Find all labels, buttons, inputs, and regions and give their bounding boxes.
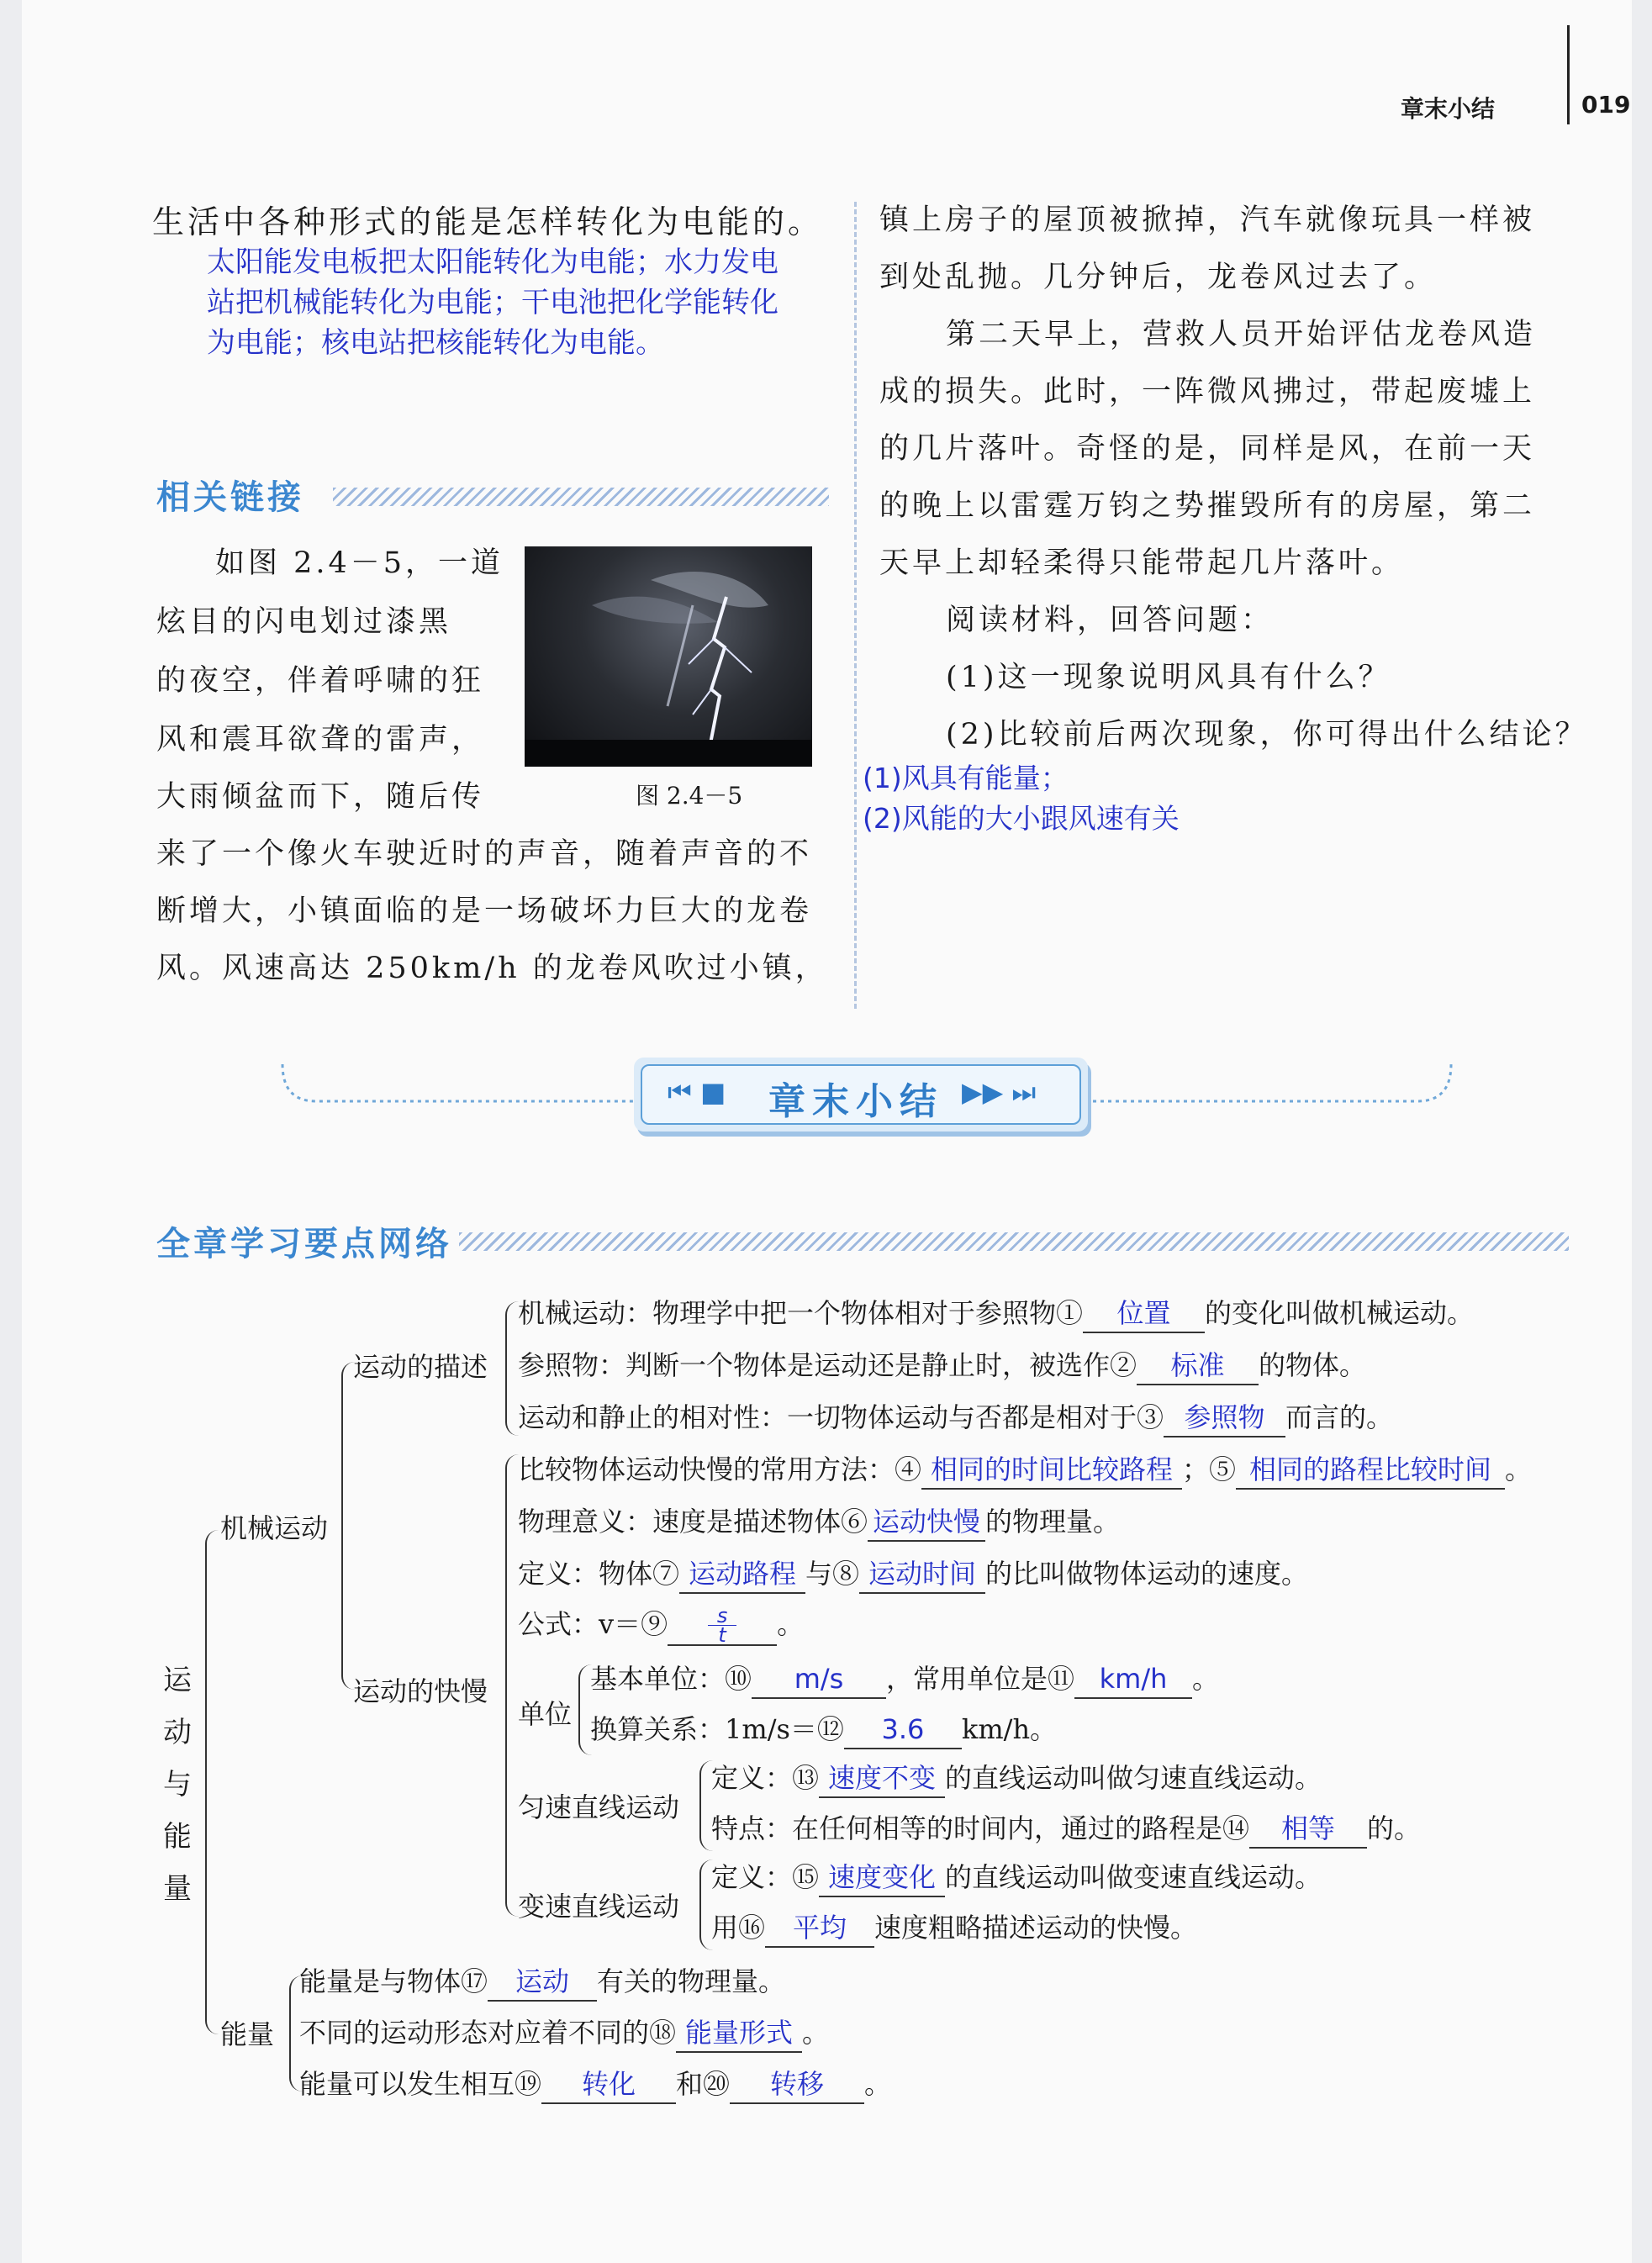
answer-line-3: 为电能；核电站把核能转化为电能。 [207,326,664,360]
row-6: 定义：物体⑦ 运动路程 与⑧ 运动时间 的比叫做物体运动的速度。 [518,1555,1308,1594]
variable-label: 变速直线运动 [518,1891,680,1923]
blank-8[interactable]: 运动时间 [859,1555,985,1594]
blank-19[interactable]: 转化 [541,2065,676,2104]
link-text-line-8: 风。风速高达 250km/h 的龙卷风吹过小镇， [156,952,828,985]
right-line-10: (2)比较前后两次现象，你可得出什么结论？ [913,718,1588,752]
right-line-8: 阅读材料，回答问题： [913,604,1275,637]
row-13: 用⑯ 平均 速度粗略描述运动的快慢。 [711,1909,1197,1948]
desc-label: 运动的描述 [353,1351,488,1383]
row-12: 定义：⑮ 速度变化 的直线运动叫做变速直线运动。 [711,1859,1322,1897]
row-15: 不同的运动形态对应着不同的⑱ 能量形式 。 [299,2014,829,2053]
banner-title: 章末小结 [768,1080,943,1123]
title-hatch [333,488,829,506]
right-line-6: 的晚上以雷霆万钧之势摧毁所有的房屋，第二 [879,489,1536,523]
right-line-4: 成的损失。此时，一阵微风拂过，带起废墟上 [879,375,1536,409]
blank-20[interactable]: 转移 [730,2065,864,2104]
link-text-line-3: 的夜空，伴着呼啸的狂 [156,664,485,698]
lightning-icon [525,546,812,767]
root-char-4: 能 [163,1820,192,1854]
branch-energy: 能量 [220,2018,275,2050]
answer-line-1: 太阳能发电板把太阳能转化为电能；水力发电 [207,245,778,279]
root-label [156,1654,198,1915]
blank-16[interactable]: 平均 [765,1909,874,1948]
root-char-5: 量 [163,1872,192,1906]
blank-15[interactable]: 速度变化 [819,1859,945,1897]
page [22,0,1632,2263]
blank-11[interactable]: km/h [1074,1660,1192,1699]
right-line-3: 第二天早上，营救人员开始评估龙卷风造 [913,318,1537,351]
figure-caption: 图 2.4－5 [636,782,743,810]
related-link-title: 相关链接 [156,478,304,517]
uniform-label: 匀速直线运动 [518,1791,680,1823]
chapter-banner [634,1058,1088,1132]
root-bracket [205,1530,219,2034]
row-11: 特点：在任何相等的时间内，通过的路程是⑭ 相等 的。 [711,1810,1421,1849]
banner-left-icons: ⏮ ■ [668,1076,726,1108]
blank-2[interactable]: 标准 [1137,1347,1259,1385]
link-text-line-5: 大雨倾盆而下，随后传 [156,780,485,814]
root-char-1: 运 [163,1664,192,1697]
root-char-3: 与 [163,1768,192,1801]
speed-bracket [505,1454,519,1917]
blank-13[interactable]: 速度不变 [819,1759,945,1798]
header-section: 章末小结 [1401,95,1496,123]
link-text-line-2: 炫目的闪电划过漆黑 [156,605,452,639]
fraction-numerator: s [708,1606,736,1626]
row-9: 换算关系：1m/s＝⑫ 3.6 km/h。 [590,1711,1057,1749]
fraction-denominator: t [718,1623,726,1647]
blank-1[interactable]: 位置 [1083,1295,1205,1333]
row-3: 运动和静止的相对性：一切物体运动与否都是相对于③ 参照物 而言的。 [518,1399,1393,1437]
blank-6[interactable]: 运动快慢 [868,1503,985,1542]
banner-right-icons: ▶▶ ⏭ [962,1076,1037,1108]
right-line-9: (1)这一现象说明风具有什么？ [913,661,1391,694]
link-text-line-4: 风和震耳欲聋的雷声， [156,723,485,757]
header-divider [1567,25,1570,124]
blank-9[interactable] [668,1606,777,1646]
answer-line-2: 站把机械能转化为电能；干电池把化学能转化 [207,286,778,319]
row-8: 基本单位：⑩ m/s ，常用单位是⑪ km/h 。 [590,1660,1219,1699]
right-answer-1: (1)风具有能量； [863,762,1069,794]
row-10: 定义：⑬ 速度不变 的直线运动叫做匀速直线运动。 [711,1759,1322,1798]
column-divider [854,202,857,1009]
link-text-line-6: 来了一个像火车驶近时的声音，随着声音的不 [156,837,813,871]
blank-5[interactable]: 相同的路程比较时间 [1236,1451,1505,1490]
blank-7[interactable]: 运动路程 [679,1555,805,1594]
blank-4[interactable]: 相同的时间比较路程 [921,1451,1182,1490]
row-7: 公式：v＝⑨ $\frac{s}{t}$ 。 [518,1604,805,1647]
blank-3[interactable]: 参照物 [1164,1399,1285,1437]
right-line-2: 到处乱抛。几分钟后，龙卷风过去了。 [879,261,1438,294]
link-text-line-7: 断增大，小镇面临的是一场破坏力巨大的龙卷 [156,894,813,928]
branch-motion: 机械运动 [220,1512,329,1544]
page-number: 019 [1581,91,1631,119]
row-4: 比较物体运动快慢的常用方法：④ 相同的时间比较路程 ；⑤ 相同的路程比较时间 。 [518,1451,1532,1490]
row-14: 能量是与物体⑰ 运动 有关的物理量。 [299,1963,785,2002]
blank-17[interactable]: 运动 [488,1963,597,2002]
right-answer-2: (2)风能的大小跟风速有关 [863,802,1180,835]
speed-label: 运动的快慢 [353,1675,488,1707]
blank-14[interactable]: 相等 [1249,1810,1367,1849]
link-text-line-1: 如图 2.4－5，一道 [215,546,504,580]
right-line-5: 的几片落叶。奇怪的是，同样是风，在前一天 [879,432,1536,466]
row-1: 机械运动：物理学中把一个物体相对于参照物① 位置 的变化叫做机械运动。 [518,1295,1474,1333]
unit-label: 单位 [518,1698,573,1730]
motion-bracket [341,1362,355,1690]
question-text: 生活中各种形式的能是怎样转化为电能的。 [152,203,824,240]
row-16: 能量可以发生相互⑲ 转化 和⑳ 转移 。 [299,2065,891,2104]
lightning-figure [525,546,812,767]
network-title: 全章学习要点网络 [156,1225,452,1263]
network-title-hatch [459,1232,1569,1251]
root-char-2: 动 [163,1716,192,1749]
row-5: 物理意义：速度是描述物体⑥ 运动快慢 的物理量。 [518,1503,1120,1542]
right-line-1: 镇上房子的屋顶被掀掉，汽车就像玩具一样被 [879,203,1536,237]
blank-18[interactable]: 能量形式 [676,2014,802,2053]
blank-10[interactable]: m/s [752,1660,886,1699]
blank-12[interactable]: 3.6 [844,1711,962,1749]
right-line-7: 天早上却轻柔得只能带起几片落叶。 [879,546,1405,580]
row-2: 参照物：判断一个物体是运动还是静止时，被选作② 标准 的物体。 [518,1347,1366,1385]
desc-bracket [505,1301,519,1436]
